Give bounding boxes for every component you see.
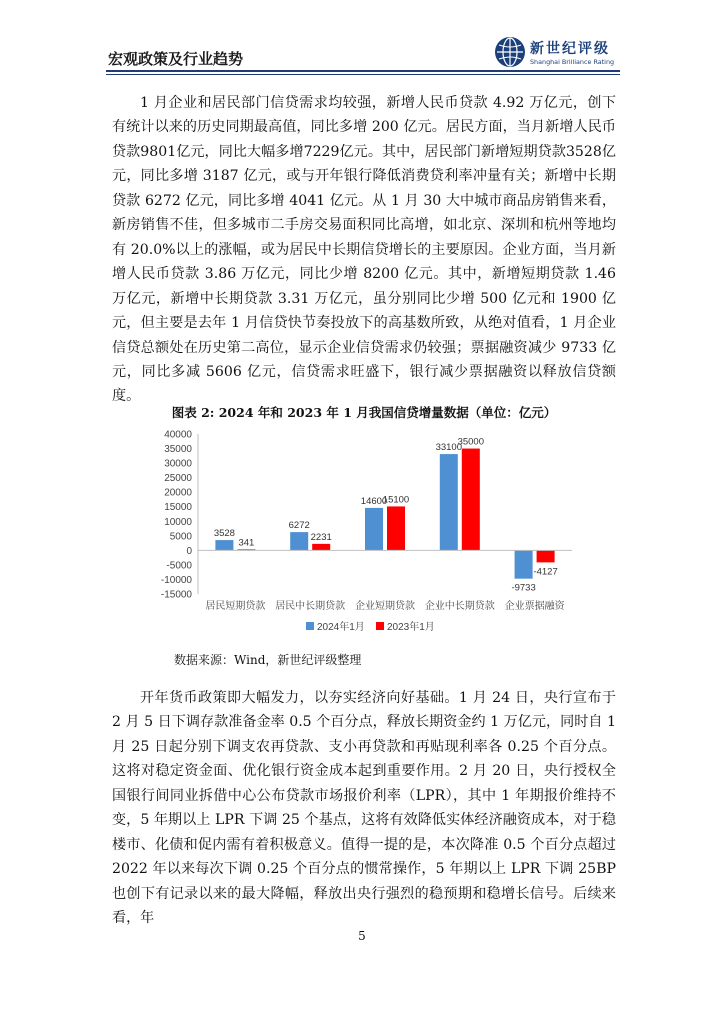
y-tick-label: -5000: [166, 560, 192, 572]
x-category-label: 居民短期贷款: [205, 601, 266, 612]
data-label: 35000: [457, 436, 485, 448]
legend-swatch: [306, 622, 314, 630]
company-logo: [494, 36, 624, 72]
bar-2024: [215, 540, 233, 550]
header-divider-thin: [106, 74, 620, 75]
x-category-label: 企业短期贷款: [355, 601, 415, 612]
data-label: 33100: [435, 442, 463, 454]
bar-2024: [515, 550, 533, 578]
data-label: 14600: [360, 495, 388, 507]
logo-globe-icon: [494, 36, 526, 68]
paragraph-monetary-policy: 开年货币政策即大幅发力，以夯实经济向好基础。1 月 24 日，央行宣布于 2 月 5 日下调存款准备金率 0.5 个百分点，释放长期资金约 1 万亿元，同时自 1 月 25 日起分别下调支农再贷款、支小再贷款和再贴现利率各 0.25 个百分点。这将对稳定资金面、优化银行资金成本起到重要作用。2 月 20 日，央行授权全国银行间同业拆借中心公布贷款市场报价利率（LPR），其中 1 年期报价维持不变，5 年期以上 LPR 下调 25 个基点，这将有效降低实体经济融资成本，对于稳楼市、化债和促内需有着积极意义。值得一提的是，本次降准 0.5 个百分点超过 2022 年以来每次下调 0.25 个百分点的惯常操作，5 年期以上 LPR 下调 25BP 也创下有记录以来的最大降幅，释放出央行强烈的稳预期和稳增长信号。后续来看，年: [112, 690, 616, 927]
legend-swatch: [376, 622, 384, 630]
y-tick-label: 20000: [164, 487, 192, 499]
bar-2023: [462, 449, 480, 551]
logo-name: 新世纪评级: [530, 41, 610, 57]
page-number: 5: [358, 929, 366, 943]
y-tick-label: 35000: [164, 444, 192, 456]
chart-legend: [306, 620, 435, 633]
y-tick-label: 30000: [164, 458, 192, 470]
header-divider: [106, 70, 620, 72]
x-category-label: 企业票据融资: [504, 601, 565, 612]
y-tick-label: 40000: [164, 429, 192, 441]
x-category-label: 居民中长期贷款: [275, 601, 346, 612]
chart-caption: 图表 2: 2024 年和 2023 年 1 月我国信贷增量数据（单位：亿元）: [171, 405, 557, 420]
bar-2024: [365, 508, 383, 550]
bar-2023: [387, 506, 405, 550]
y-tick-label: 10000: [164, 516, 192, 528]
paragraph-credit-demand: 1 月企业和居民部门信贷需求均较强，新增人民币贷款 4.92 万亿元，创下有统计以来的历史同期最高值，同比多增 200 亿元。居民方面，当月新增人民币贷款9801亿元，同比大幅多增7229亿元。其中，居民部门新增短期贷款3528亿元，同比多增 3187 亿元，或与开年银行降低消费贷利率冲量有关；新增中长期贷款 6272 亿元，同比多增 4041 亿元。从 1 月 30 大中城市商品房销售来看，新房销售不佳，但多城市二手房交易面积同比高增，如北京、深圳和杭州等地均有 20.0%以上的涨幅，或为居民中长期信贷增长的主要原因。企业方面，当月新增人民币贷款 3.86 万亿元，同比少增 8200 亿元。其中，新增短期贷款 1.46 万亿元，新增中长期贷款 3.31 万亿元，虽分别同比少增 500 亿元和 1900 亿元，但主要是去年 1 月信贷快节奏投放下的高基数所致，从绝对值看，1 月企业信贷总额处在历史第二高位，显示企业信贷需求仍较强；票据融资减少 9733 亿元，同比多减 5606 亿元，信贷需求旺盛下，银行减少票据融资以释放信贷额度。: [112, 95, 616, 405]
legend-label: 2024年1月: [317, 622, 365, 633]
y-tick-label: 25000: [164, 473, 192, 485]
legend-label: 2023年1月: [387, 622, 435, 633]
data-label: -4127: [533, 566, 558, 578]
bar-2024: [440, 454, 458, 550]
data-source-note: 数据来源：Wind，新世纪评级整理: [174, 653, 362, 667]
bar-2023: [537, 550, 555, 562]
data-label: 15100: [382, 494, 410, 506]
bar-2023: [312, 544, 330, 550]
data-label: -9733: [511, 582, 536, 594]
x-category-label: 企业中长期贷款: [424, 601, 495, 612]
y-axis: [161, 430, 198, 601]
y-tick-label: 15000: [164, 502, 192, 514]
bars: [214, 437, 558, 594]
data-label: 3528: [213, 528, 235, 540]
y-tick-label: 5000: [169, 531, 192, 543]
y-tick-label: -10000: [160, 574, 192, 586]
data-label: 6272: [288, 520, 310, 532]
logo-subtitle: Shanghai Brilliance Rating: [530, 58, 615, 66]
y-tick-label: 0: [186, 545, 192, 557]
header-title: 宏观政策及行业趋势: [108, 50, 244, 68]
y-tick-label: -15000: [160, 589, 192, 601]
credit-increment-chart: [146, 420, 586, 640]
data-label: 2231: [310, 531, 332, 543]
bar-2024: [290, 532, 308, 550]
data-label: 341: [238, 537, 255, 549]
